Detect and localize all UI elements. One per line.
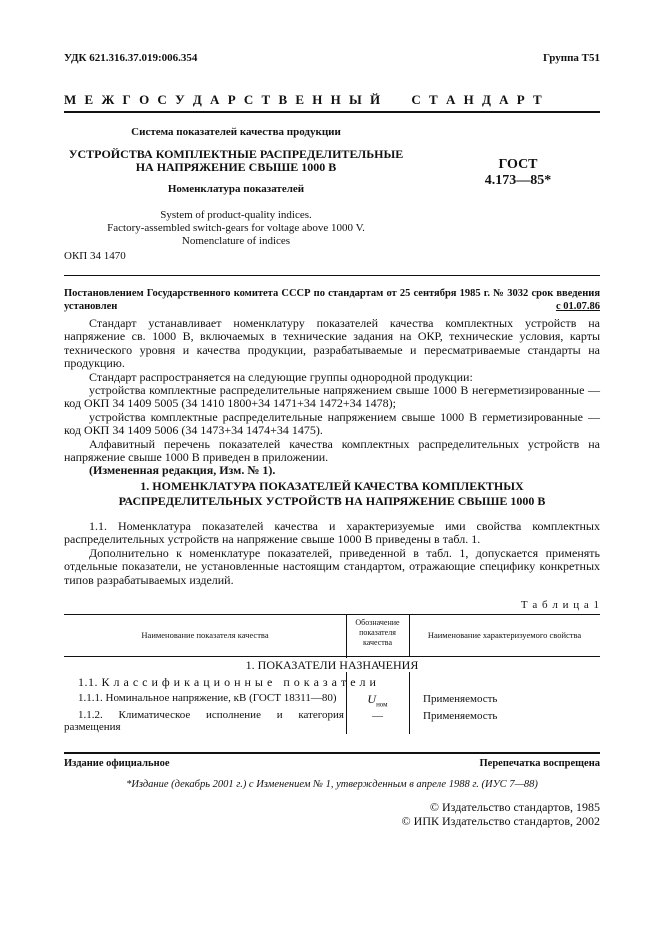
table-row-2-property: Применяемость [423, 710, 498, 722]
reprint-prohibited: Перепечатка воспрещена [479, 758, 600, 769]
table-header-rule [64, 656, 600, 657]
effective-date: с 01.07.86 [555, 301, 600, 312]
intro-paragraph-1: Стандарт устанавливает номенклатуру показателей качества комплектных устройств на напряжение св. 1000 В, включаемых в технические задания на ОКР, технические условия, карты технического уровня и качества продукции, разрабатываемые и пересматриваемые стандарты на продукцию. [64, 316, 600, 371]
table-row-2-name-line-2: размещения [64, 721, 121, 733]
title-line-1: УСТРОЙСТВА КОМПЛЕКТНЫЕ РАСПРЕДЕЛИТЕЛЬНЫЕ [68, 147, 404, 161]
symbol-subscript: ном [376, 700, 388, 709]
title-line-2: НА НАПРЯЖЕНИЕ СВЫШЕ 1000 В [135, 160, 337, 174]
okp-code: ОКП 34 1470 [64, 250, 126, 262]
interstate-standard-banner: М Е Ж Г О С У Д А Р С Т В Е Н Н Ы Й С Т А Н Д А Р Т [64, 92, 545, 107]
intro-paragraph-5: Алфавитный перечень показателей качества комплектных распределительных устройств на напряжение свыше 1000 В приведен в приложении. [64, 436, 600, 465]
copyright-2: © ИПК Издательство стандартов, 2002 [401, 814, 600, 828]
table-divider-2b [409, 672, 410, 734]
section-1-heading-line-1: 1. НОМЕНКЛАТУРА ПОКАЗАТЕЛЕЙ КАЧЕСТВА КОМПЛЕКТНЫХ [140, 479, 524, 493]
subtitle: Номенклатура показателей [167, 183, 305, 195]
english-title-line-1: System of product-quality indices. [160, 209, 312, 221]
gost-number: 4.173—85* [484, 173, 552, 188]
intro [64, 317, 600, 478]
intro-paragraph-2: Стандарт распространяется на следующие группы однородной продукции: [89, 369, 473, 384]
table-top-rule [64, 614, 600, 615]
intro-paragraph-3: устройства комплектные распределительные напряжением свыше 1000 В негерметизированные — код ОКП 34 1409 5005 (34 1410 1800+34 1471+34 1472+34 1478); [64, 383, 600, 411]
system-line: Система показателей качества продукции [131, 126, 341, 138]
section-1-body [64, 520, 600, 587]
section-1-paragraph-1: 1.1. Номенклатура показателей качества и характеризуемые ими свойства комплектных распределительных устройств на напряжение свыше 1000 В приведены в табл. 1. [64, 519, 600, 547]
edition-note: *Издание (декабрь 2001 г.) с Изменением № 1, утвержденным в апреле 1988 г. (ИУС 7—88) [126, 779, 538, 790]
decree-body: Постановлением Государственного комитета СССР по стандартам от 25 сентября 1985 г. № 3032 срок введения установлен [64, 288, 600, 312]
header-symbol-line-1: Обозначение [355, 618, 400, 627]
amendment-note: (Измененная редакция, Изм. № 1). [89, 463, 276, 478]
gost-label: ГОСТ [498, 157, 538, 172]
header-col-symbol [346, 618, 409, 648]
table-row-2-name [64, 709, 344, 733]
table-row-1-property: Применяемость [423, 693, 498, 705]
header-symbol-line-3: качества [362, 638, 393, 647]
group-code: Группа Т51 [542, 52, 600, 64]
official-edition: Издание официальное [64, 758, 170, 769]
banner-rule [64, 111, 600, 113]
header-col-property: Наименование характеризуемого свойства [427, 630, 582, 640]
intro-paragraph-4: устройства комплектные распределительные напряжением свыше 1000 В герметизированные — код ОКП 34 1409 5006 (34 1473+34 1474+34 1475). [64, 409, 600, 438]
section-1-heading-line-2: РАСПРЕДЕЛИТЕЛЬНЫХ УСТРОЙСТВ НА НАПРЯЖЕНИЕ СВЫШЕ 1000 В [118, 494, 546, 508]
table-caption: Т а б л и ц а 1 [520, 599, 600, 611]
title-block-rule [64, 275, 600, 276]
decree-text [64, 287, 600, 313]
copyrights [402, 800, 600, 828]
english-title [96, 209, 376, 248]
header-symbol-line-2: показателя [359, 628, 396, 637]
section-1-heading [64, 479, 600, 509]
symbol-main: U [367, 692, 377, 706]
english-title-line-3: Nomenclature of indices [181, 235, 291, 247]
table-subsection: 1.1. К л а с с и ф и к а ц и о н н ы е п о к а з а т е л и [78, 675, 377, 689]
footer-rule [64, 752, 600, 754]
table-row-2-symbol: — [372, 710, 383, 722]
english-title-line-2: Factory-assembled switch-gears for voltage above 1000 V. [107, 222, 365, 234]
table-row-1-name: 1.1.1. Номинальное напряжение, кВ (ГОСТ 18311—80) [78, 692, 337, 704]
udk-code: УДК 621.316.37.019:006.354 [64, 52, 198, 64]
header-col-name: Наименование показателя качества [141, 630, 269, 640]
section-1-paragraph-2: Дополнительно к номенклатуре показателей, приведенной в табл. 1, допускается применять отдельные показатели, не установленные настоящим стандартом, отражающие специфику конкретных типов разрабатываемых изделий. [64, 545, 600, 587]
gost-designation [478, 157, 558, 189]
copyright-1: © Издательство стандартов, 1985 [429, 800, 600, 814]
table-row-2-name-line-1: 1.1.2. Климатическое исполнение и категория [78, 709, 344, 721]
table-section-title: 1. ПОКАЗАТЕЛИ НАЗНАЧЕНИЯ [64, 658, 600, 672]
